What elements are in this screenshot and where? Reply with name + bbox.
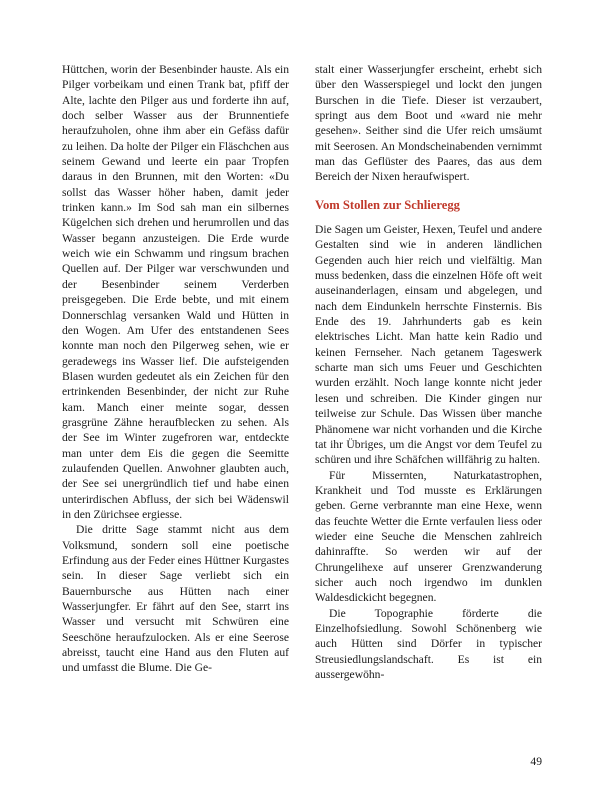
paragraph: Hüttchen, worin der Besenbinder hauste. Als ein Pilger vorbeikam und einen Trank bat, pfiff der Alte, lachte den Pilger aus und forderte ihn auf, doch selber Wasser aus der Brunnentiefe heraufzuholen, ohne ihm aber ein Gefäss dafür zu leihen. Da holte der Pilger ein Fläschchen aus seinem Gewand und leerte ein paar Tropfen daraus in den Brunnen, mit den Worten: «Du sollst das Wasser höher haben, damit jeder trinken kann.» Im Sod sah man ein silbernes Kügelchen sich drehen und herumrollen und das Wasser begann anzusteigen. Die Erde wurde weich wie ein Schwamm und ringsum brachen Quellen auf. Der Pilger war verschwunden und der Besenbinder seinem Verderben preisgegeben. Die Erde bebte, und mit einem Donnerschlag versanken Wald und Hütten in den Wogen. Am Ufer des entstandenen Sees konnte man noch den Pilgerweg sehen, wie er geradewegs ins Wasser lief. Die aufsteigenden Blasen wurden gedeutet als ein Zeichen für den ertrinkenden Besenbinder, der nicht zur Ruhe kam. Manch einer meinte sogar, dessen grasgrüne Zähne heraufblecken zu sehen. Als der See im Winter zugefroren war, entdeckte man unter dem Eis die gegen die Seemitte zulaufenden Quellen. Anwohner glaubten auch, der See sei unergründlich tief und habe einen unterirdischen Abfluss, der sich bei Wädenswil in den Zürichsee ergiesse. [62,63,289,521]
paragraph-continuation: stalt einer Wasserjungfer erscheint, erhebt sich über den Wasserspiegel und lockt den jungen Burschen in die Tiefe. Dieser ist verzaubert, springt aus dem Boot und «ward nie mehr gesehen». Seither sind die Ufer reich umsäumt mit Seerosen. An Mondscheinabenden vernimmt man das Geflüster des Paares, das aus dem Bereich der Nixen heraufwispert. [315,63,542,184]
paragraph: Für Missernten, Naturkatastrophen, Krankheit und Tod musste es Erklärungen geben. Gerne verbrannte man eine Hexe, wenn das feuchte Wetter die Ernte verfaulen liess oder wieder eine Seuche die Menschen zahlreich dahinraffte. So werden wir auf der Chrungelihexe auf unserer Grenzwanderung sicher auch noch irgendwo im dunklen Waldesdickicht begegnen. [315,468,542,605]
paragraph: Die Sagen um Geister, Hexen, Teufel und andere Gestalten sind wie in anderen ländlichen Gegenden auch hier reich und vielfältig. Man muss bedenken, dass die einzelnen Höfe oft weit auseinanderlagen, einsam und abgelegen, und nach dem Eindunkeln herrschte Finsternis. Bis Ende des 19. Jahrhunderts gab es kein elektrisches Licht. Man hatte kein Radio und keinen Fernseher. Nach getanem Tageswerk scharte man sich ums Feuer und Geschichten wurden erzählt. Noch lange konnte nicht jeder lesen und schreiben. Die Kinder gingen nur teilweise zur Schule. Das Wissen über manche Phänomene war nicht vorhanden und die Kirche tat ihr Übriges, um die Angst vor dem Teufel zu schüren und ihre Schäfchen willfährig zu halten. [315,223,542,467]
paragraph: Die dritte Sage stammt nicht aus dem Volksmund, sondern soll eine poetische Erfindung aus der Feder eines Hüttner Kurgastes sein. In dieser Sage verliebt sich ein Bauernbursche aus Hütten nach einer Wasserjungfer. Er fährt auf den See, starrt ins Wasser und versucht mit Schwüren eine Seeschöne heraufzulocken. Als er eine Seerose abreisst, taucht eine Hand aus den Fluten auf und umfasst die Blume. Die Ge- [62,523,289,675]
page-columns [62,62,542,728]
paragraph: Die Topographie förderte die Einzelhofsiedlung. Sowohl Schönenberg wie auch Hütten sind Dörfer in typischer Streusiedlungslandschaft. Es ist ein aussergewöhn- [315,606,542,682]
right-column [315,62,542,728]
page-number: 49 [530,755,542,768]
left-column [62,62,289,728]
section-heading: Vom Stollen zur Schlieregg [315,197,460,212]
